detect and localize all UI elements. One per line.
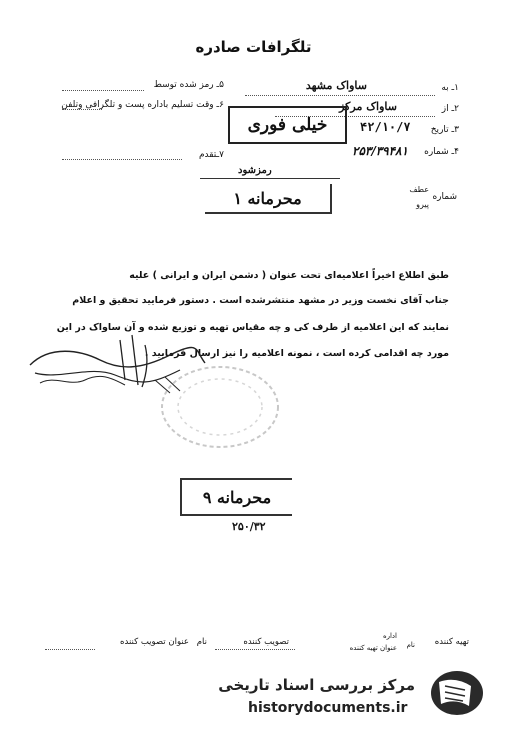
from-label: ۲ـ از <box>441 104 459 114</box>
attachment-number-label: شماره <box>432 192 457 202</box>
to-label: ۱ـ به <box>441 83 459 93</box>
watermark-url: historydocuments.ir <box>248 700 408 716</box>
to-line <box>245 94 435 96</box>
footer-line <box>45 648 95 650</box>
prep-title-label: عنوان تهیه کننده <box>349 644 397 652</box>
code-line <box>62 89 144 91</box>
attachment-follow-label: پیرو <box>416 200 429 209</box>
body-line: مورد چه اقدامی کرده است ، نمونه اعلامیه را نیز ارسال فرمایید . <box>144 348 449 359</box>
approved-by-label: تصویب کننده <box>243 637 289 647</box>
name2-label: نام <box>196 637 207 647</box>
watermark-logo-icon <box>425 668 485 718</box>
body-line: طبق اطلاع اخیراً اعلامیه‌ای تحت عنوان ( دشمن ایران و ایرانی ) علیه <box>129 270 449 281</box>
encode-rule <box>200 178 340 179</box>
code-label: ۵ـ رمز شده توسط <box>153 80 224 90</box>
priority-label: ۷ـتقدم <box>198 150 224 160</box>
encode-label: رمزشود <box>238 165 272 176</box>
body-line: نمایند که این اعلامیه از طرف کی و چه مقیاس تهیه و توزیع شده و آن ساواک در این <box>56 322 449 333</box>
attachment-ref-label: عطف <box>409 185 429 194</box>
date-value: ۴۲/۱۰/۷ <box>360 120 411 134</box>
handwritten-note: ۲۵۰/۳۲ <box>232 520 266 533</box>
urgent-stamp: خیلی فوری <box>228 106 347 144</box>
delivery-label: ۶ـ وقت تسلیم باداره پست و تلگرافی وتلفن <box>61 100 224 110</box>
number-value: ۲۵۳/۳۹۴۸۱ <box>352 144 408 158</box>
confidential-stamp-top: محرمانه ۱ <box>205 184 332 214</box>
body-line: جناب آقای نخست وزیر در مشهد منتشرشده است . دستور فرمایید تحقیق و اعلام <box>72 295 449 306</box>
footer-line <box>215 648 295 650</box>
to-value: ساواک مشهد <box>305 79 367 92</box>
date-label: ۳ـ تاریخ <box>430 125 459 135</box>
office-label: اداره <box>382 632 397 640</box>
prepared-by-label: تهیه کننده <box>434 637 469 647</box>
number-label: ۴ـ شماره <box>424 147 459 157</box>
watermark-org-name: مرکز بررسی اسناد تاریخی <box>218 676 415 694</box>
priority-line <box>62 158 182 160</box>
page-title: تلگرافات صادره <box>195 38 312 56</box>
from-value: ساواک مرکز <box>339 100 397 113</box>
confidential-stamp-bottom: محرمانه ۹ <box>180 478 292 516</box>
name-label: نام <box>406 641 415 649</box>
approver-title-label: عنوان تصویب کننده <box>120 637 189 647</box>
faint-seal <box>155 360 285 455</box>
